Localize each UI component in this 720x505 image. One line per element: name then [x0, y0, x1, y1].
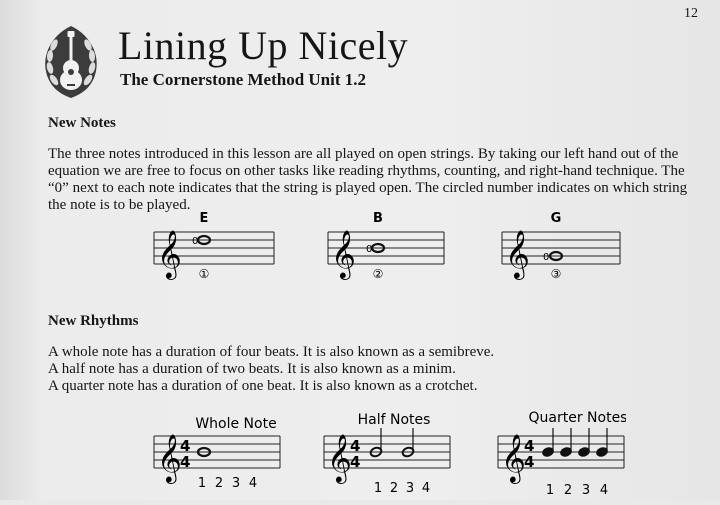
quarter-notes-label: Quarter Notes — [528, 410, 626, 426]
new-rhythms-paragraph — [48, 344, 688, 395]
staff-quarter — [496, 406, 626, 500]
string-number-b: ② — [372, 267, 384, 280]
treble-clef-icon: 𝄞 — [505, 229, 530, 278]
time-sig-top: 4 — [180, 437, 191, 455]
note-example-e — [152, 212, 276, 280]
open-string-marker-g: 0 — [543, 252, 550, 263]
guitar-laurel-logo-icon — [32, 22, 110, 100]
rhythm-example-half — [322, 408, 452, 500]
treble-clef-icon: 𝄞 — [157, 229, 182, 278]
staff-b — [326, 212, 446, 280]
lesson-subtitle: The Cornerstone Method Unit 1.2 — [120, 70, 367, 89]
new-notes-paragraph — [48, 146, 688, 214]
open-string-marker-b: 0 — [366, 244, 373, 255]
note-name-g: G — [550, 212, 562, 226]
count-3: 3 — [405, 481, 415, 496]
count-2: 2 — [214, 476, 224, 491]
lesson-title: Lining Up Nicely — [118, 23, 409, 68]
rhythm-example-quarter — [496, 406, 626, 500]
string-number-g: ③ — [550, 267, 562, 280]
new-rhythms-heading: New Rhythms — [48, 313, 139, 329]
staff-half — [322, 408, 452, 500]
whole-note-label: Whole Note — [195, 416, 277, 432]
treble-clef-icon: 𝄞 — [327, 433, 352, 482]
staff-whole — [152, 412, 282, 500]
count-1: 1 — [197, 476, 207, 491]
note-name-b: B — [373, 212, 383, 226]
count-3: 3 — [581, 483, 591, 498]
time-sig-top: 4 — [350, 437, 361, 455]
count-1: 1 — [373, 481, 383, 496]
note-name-e: E — [199, 212, 209, 226]
count-4: 4 — [599, 483, 609, 498]
note-example-b — [326, 212, 446, 280]
count-2: 2 — [563, 483, 573, 498]
rhythm-line-whole: A whole note has a duration of four beats. It is also known as a semibreve. — [48, 344, 495, 360]
rhythm-example-whole — [152, 412, 282, 500]
new-notes-heading: New Notes — [48, 115, 116, 131]
new-notes-text: The three notes introduced in this lesson are all played on open strings. By taking our left hand out of the equation we are free to focus on other tasks like reading rhythms, counting, and right-hand technique. The “0” next to each note indicates that the string is played open. The circled number indicates on which string the note is to be played. — [48, 146, 688, 213]
rhythm-line-quarter: A quarter note has a duration of one beat. It is also known as a crotchet. — [48, 378, 478, 394]
string-number-e: ① — [198, 267, 210, 280]
treble-clef-icon: 𝄞 — [331, 229, 356, 278]
count-4: 4 — [248, 476, 258, 491]
treble-clef-icon: 𝄞 — [501, 433, 526, 482]
time-sig-top: 4 — [524, 437, 535, 455]
count-1: 1 — [545, 483, 555, 498]
time-sig-bottom: 4 — [180, 453, 191, 471]
open-string-marker-e: 0 — [192, 236, 199, 247]
count-2: 2 — [389, 481, 399, 496]
page-number: 12 — [684, 6, 698, 21]
half-notes-label: Half Notes — [357, 412, 431, 428]
time-sig-bottom: 4 — [350, 453, 361, 471]
rhythm-line-half: A half note has a duration of two beats. It is also known as a minim. — [48, 361, 456, 377]
treble-clef-icon: 𝄞 — [157, 433, 182, 482]
count-4: 4 — [421, 481, 431, 496]
note-example-g — [500, 212, 622, 280]
staff-g — [500, 212, 622, 280]
count-3: 3 — [231, 476, 241, 491]
staff-e — [152, 212, 276, 280]
time-sig-bottom: 4 — [524, 453, 535, 471]
